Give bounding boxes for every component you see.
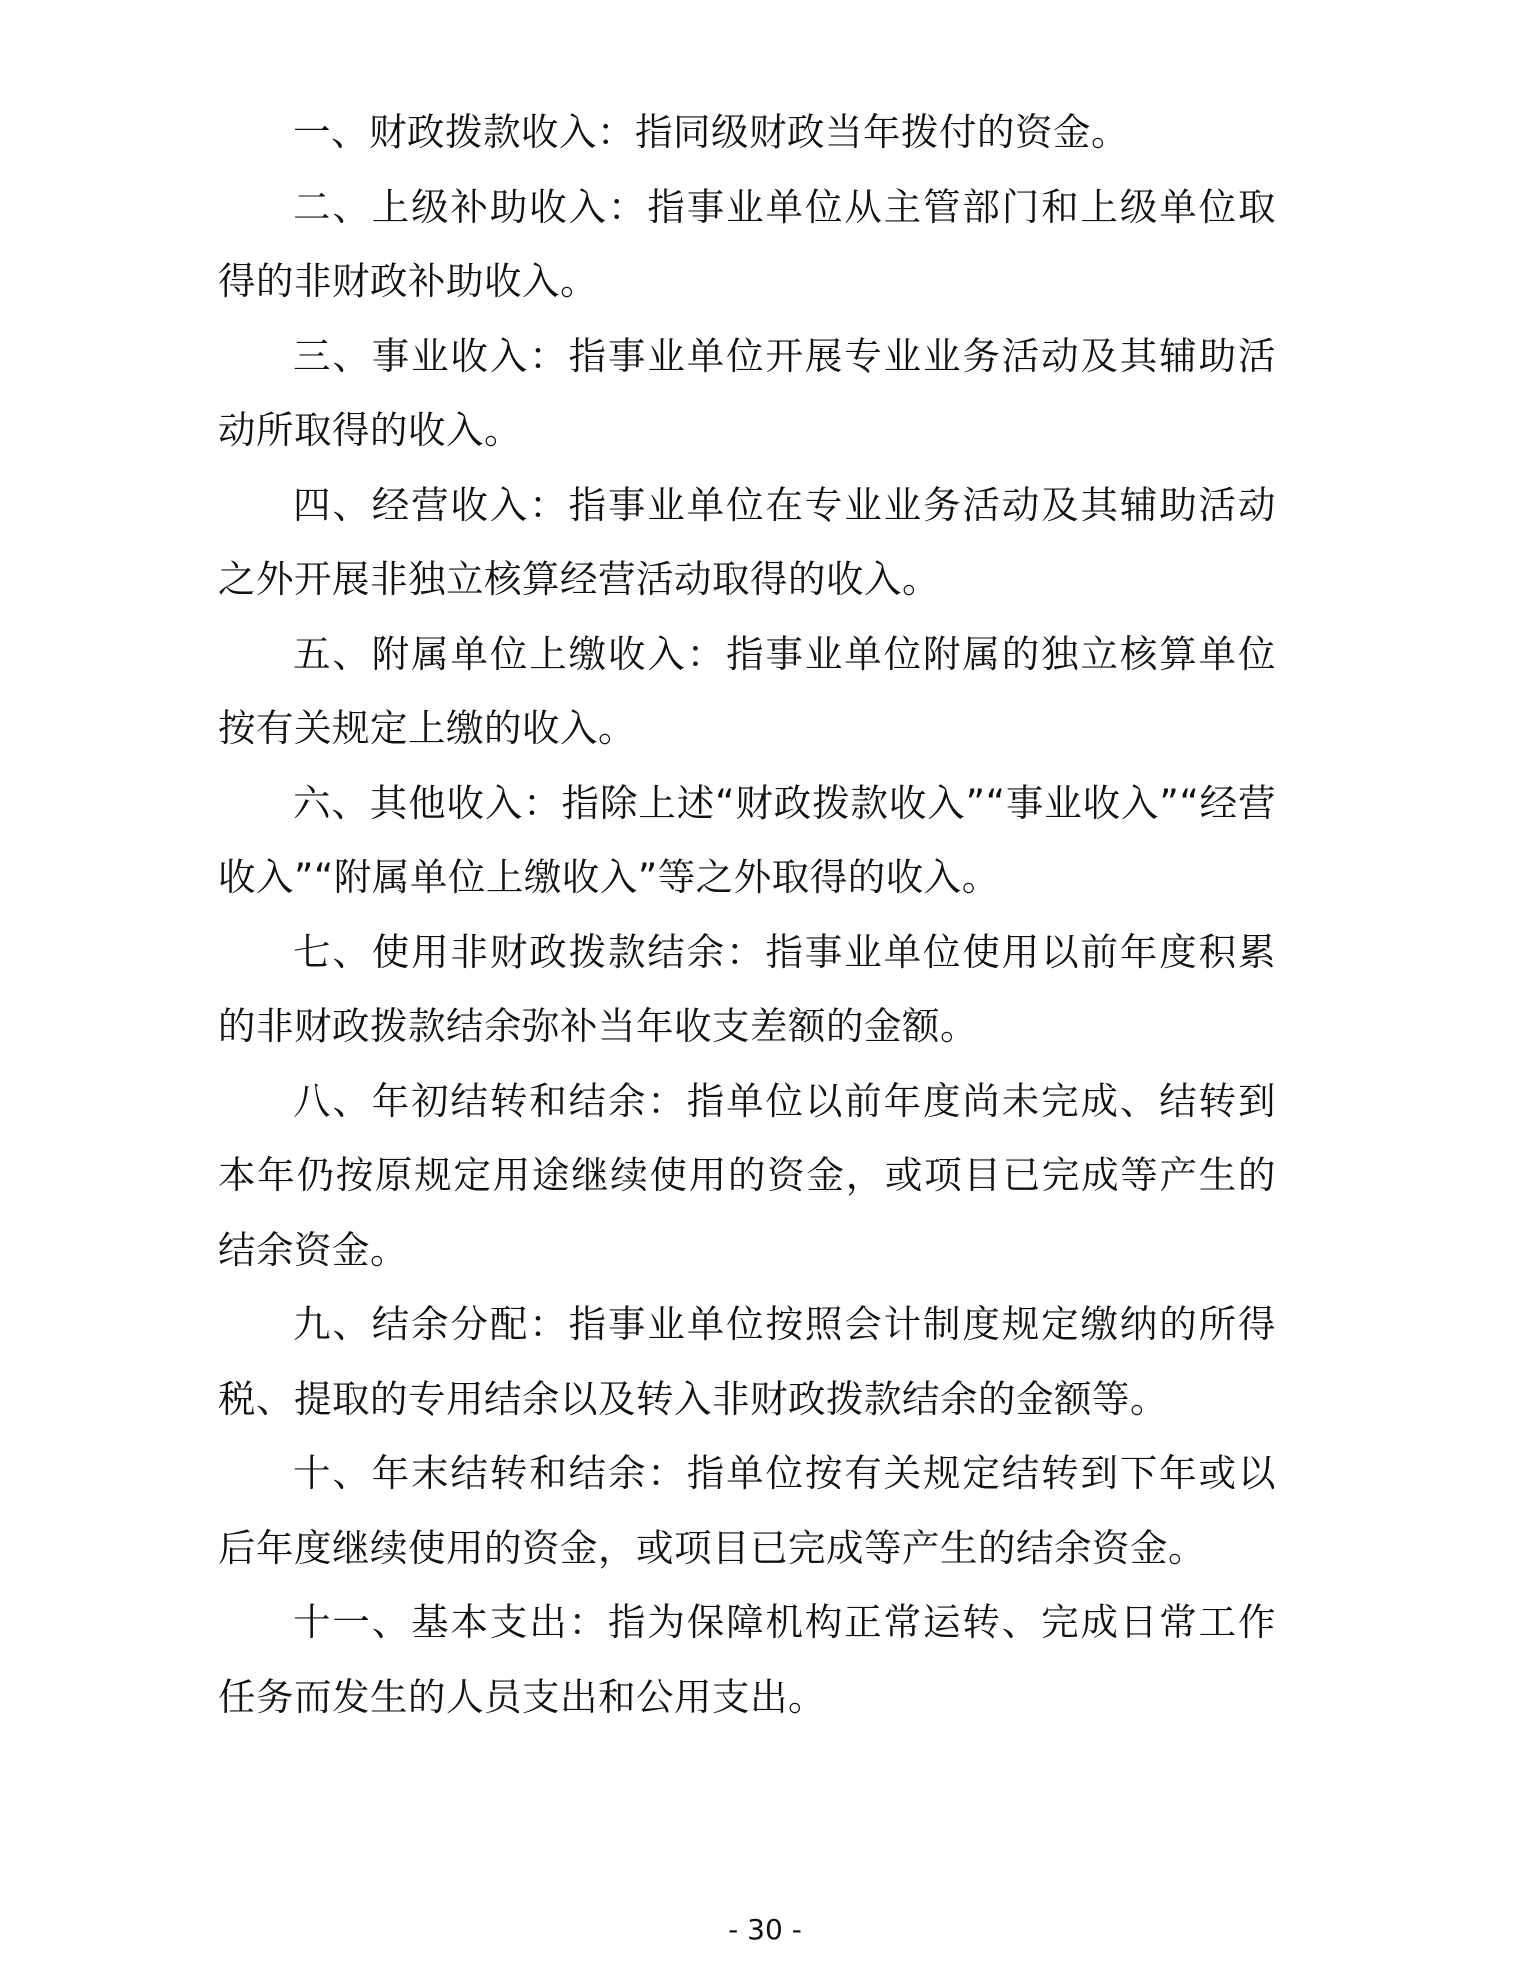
paragraph-beginning-carryover: 八、年初结转和结余：指单位以前年度尚未完成、结转到本年仍按原规定用途继续使用的资金，或项目已完成等产生的结余资金。 [218,1078,1276,1272]
paragraph-operating-income: 四、经营收入：指事业单位在专业业务活动及其辅助活动之外开展非独立核算经营活动取得的收入。 [218,482,1276,601]
paragraph-basic-expenditure: 十一、基本支出：指为保障机构正常运转、完成日常工作任务而发生的人员支出和公用支出。 [218,1600,1276,1719]
paragraph-other-income: 六、其他收入：指除上述“财政拨款收入”“事业收入”“经营收入”“附属单位上缴收入”等之外取得的收入。 [218,780,1276,899]
paragraph-balance-distribution: 九、结余分配：指事业单位按照会计制度规定缴纳的所得税、提取的专用结余以及转入非财政拨款结余的金额等。 [218,1302,1276,1421]
paragraph-superior-subsidy-income: 二、上级补助收入：指事业单位从主管部门和上级单位取得的非财政补助收入。 [218,184,1276,303]
paragraph-year-end-carryover: 十、年末结转和结余：指单位按有关规定结转到下年或以后年度继续使用的资金，或项目已完成等产生的结余资金。 [218,1451,1276,1570]
paragraph-affiliated-unit-income: 五、附属单位上缴收入：指事业单位附属的独立核算单位按有关规定上缴的收入。 [218,631,1276,750]
page-number: - 30 - [728,1913,802,1946]
paragraph-fiscal-appropriation-income: 一、财政拨款收入：指同级财政当年拨付的资金。 [293,110,1129,154]
paragraph-business-income: 三、事业收入：指事业单位开展专业业务活动及其辅助活动所取得的收入。 [218,333,1276,452]
paragraph-non-fiscal-balance-use: 七、使用非财政拨款结余：指事业单位使用以前年度积累的非财政拨款结余弥补当年收支差额的金额。 [218,929,1276,1048]
document-body [218,95,1276,1734]
